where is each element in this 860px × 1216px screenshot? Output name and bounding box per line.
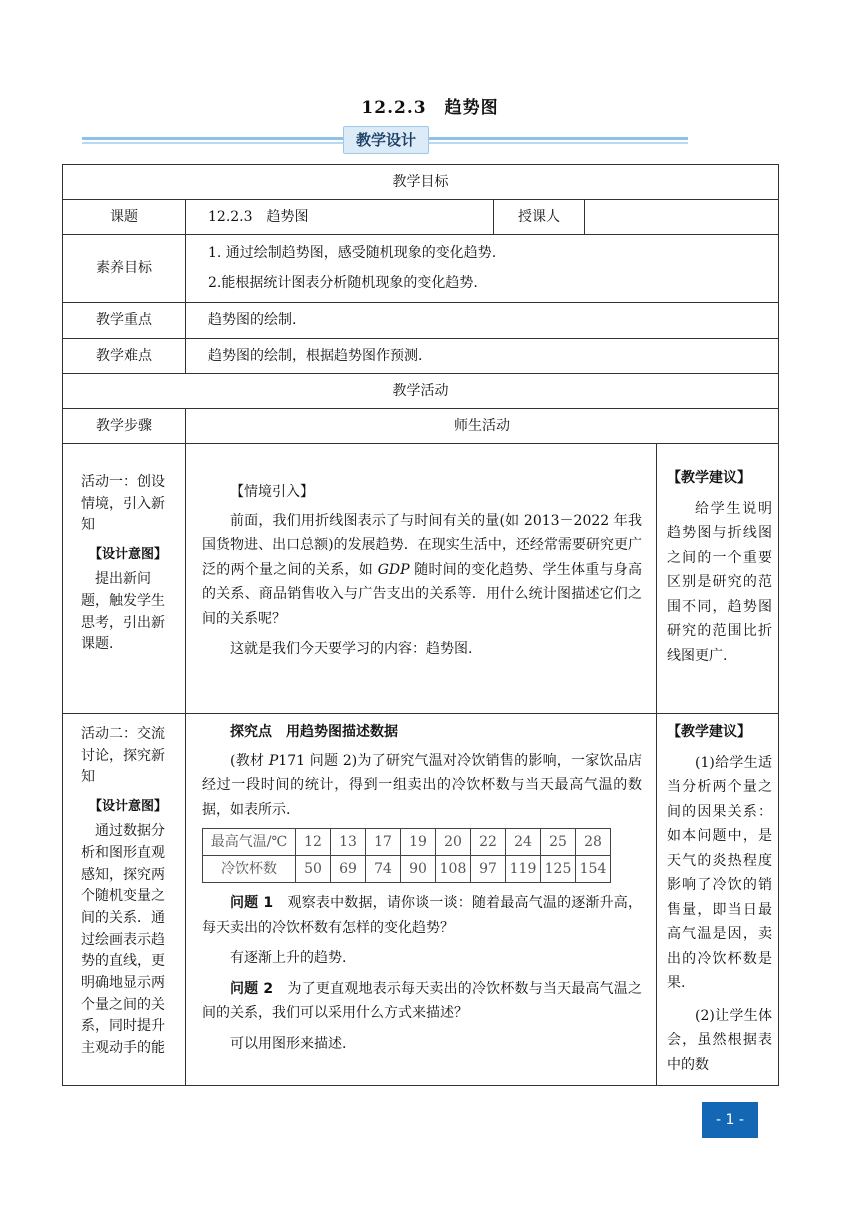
gdp-term: GDP [377, 561, 410, 578]
activity1-step [63, 444, 186, 714]
activity2-suggest-label: 【教学建议】 [667, 724, 751, 740]
data-cell: 90 [401, 856, 436, 883]
activities-header: 师生活动 [186, 409, 779, 444]
activity2-name: 活动二：交流讨论，探究新知 [81, 726, 165, 786]
question1: 问题 1 观察表中数据，请你谈一谈：随着最高气温的逐渐升高，每天卖出的冷饮杯数有怎样的变化趋势？ [202, 895, 642, 936]
data-cell: 22 [471, 829, 506, 856]
data-cell: 13 [331, 829, 366, 856]
activity1-para2: 这就是我们今天要学习的内容：趋势图. [230, 641, 473, 657]
activity2-suggestion [657, 714, 779, 1086]
activity2-step [63, 714, 186, 1086]
teacher-label: 授课人 [494, 200, 585, 235]
activity2-suggest1: (1)给学生适当分析两个量之间的因果关系：如本问题中，是天气的炎热程度影响了冷饮的销售量，即当日最高气温是因，卖出的冷饮杯数是果. [667, 754, 772, 991]
difficulty-label: 教学难点 [63, 339, 186, 374]
page-number: - 1 - [702, 1102, 758, 1138]
literacy-label: 素养目标 [63, 235, 186, 303]
data-cell: 20 [436, 829, 471, 856]
data-cell: 25 [541, 829, 576, 856]
activity1-suggestion [657, 444, 779, 714]
data-table [202, 828, 611, 883]
literacy-item: 2.能根据统计图表分析随机现象的变化趋势. [208, 274, 478, 291]
data-row1-label: 最高气温/℃ [203, 829, 296, 856]
data-cell: 119 [506, 856, 541, 883]
data-cell: 69 [331, 856, 366, 883]
literacy-item: 1. 通过绘制趋势图，感受随机现象的变化趋势. [208, 245, 497, 262]
activity1-name: 活动一：创设情境，引入新知 [81, 474, 165, 534]
data-cell: 19 [401, 829, 436, 856]
section-goals-header: 教学目标 [63, 165, 779, 200]
section-activities-header: 教学活动 [63, 374, 779, 409]
key-point-label: 教学重点 [63, 303, 186, 339]
data-row2-label: 冷饮杯数 [203, 856, 296, 883]
activity2-suggest2: (2)让学生体会，虽然根据表中的数 [667, 1007, 772, 1073]
activity2-intent-label: 【设计意图】 [88, 799, 167, 815]
data-cell: 154 [576, 856, 611, 883]
problem-text: (教材 P171 问题 2)为了研究气温对冷饮销售的影响，一家饮品店经过一段时间的统计，得到一组卖出的冷饮杯数与当天最高气温的数据，如表所示. [202, 752, 642, 818]
activity1-heading: 【情境引入】 [230, 484, 314, 500]
banner-label: 教学设计 [343, 126, 429, 154]
data-cell: 28 [576, 829, 611, 856]
question2-label: 问题 2 [230, 980, 274, 997]
activity1-suggest-label: 【教学建议】 [667, 470, 751, 486]
difficulty-value: 趋势图的绘制，根据趋势图作预测. [186, 339, 779, 374]
literacy-value [186, 235, 779, 303]
explore-heading [202, 720, 642, 745]
activity1-intent-text: 提出新问题，触发学生思考，引出新课题. [81, 571, 165, 653]
lesson-plan-table [62, 164, 779, 1086]
question2: 问题 2 为了更直观地表示每天卖出的冷饮杯数与当天最高气温之间的关系，我们可以采用什么方式来描述？ [202, 980, 642, 1021]
activity1-suggest-text: 给学生说明趋势图与折线图之间的一个重要区别是研究的范围不同，趋势图研究的范围比折线图更广. [667, 500, 772, 664]
explore-title: 用趋势图描述数据 [286, 724, 398, 740]
data-cell: 74 [366, 856, 401, 883]
topic-label: 课题 [63, 200, 186, 235]
activity1-content [186, 444, 657, 714]
data-cell: 50 [296, 856, 331, 883]
activity2-intent-text: 通过数据分析和图形直观感知，探究两个随机变量之间的关系．通过绘画表示趋势的直线，更明确地显示两个量之间的关系，同时提升主观动手的能 [81, 823, 165, 1057]
question1-label: 问题 1 [230, 895, 274, 911]
key-point-value: 趋势图的绘制. [186, 303, 779, 339]
data-cell: 24 [506, 829, 541, 856]
data-cell: 17 [366, 829, 401, 856]
section-banner [82, 126, 688, 152]
teacher-value [585, 200, 779, 235]
answer2: 可以用图形来描述. [230, 1035, 347, 1052]
data-cell: 97 [471, 856, 506, 883]
data-cell: 108 [436, 856, 471, 883]
activity2-content [186, 714, 657, 1086]
page-title: 12.2.3 趋势图 [361, 98, 499, 118]
steps-header: 教学步骤 [63, 409, 186, 444]
activity1-intent-label: 【设计意图】 [88, 547, 167, 563]
explore-label: 探究点 [230, 724, 272, 740]
data-cell: 12 [296, 829, 331, 856]
data-cell: 125 [541, 856, 576, 883]
activity1-para1: 前面，我们用折线图表示了与时间有关的量(如 2013－2022 年我国货物进、出口总额)的发展趋势．在现实生活中，还经常需要研究更广泛的两个量之间的关系，如 GDP 随时间的变化趋势、学生体重与身高的关系、商品销售收入与广告支出的关系等．用什么统计图描述它们之间的关系呢？ [202, 512, 643, 627]
topic-value: 12.2.3 趋势图 [186, 200, 494, 235]
answer1: 有逐渐上升的趋势. [230, 950, 347, 966]
